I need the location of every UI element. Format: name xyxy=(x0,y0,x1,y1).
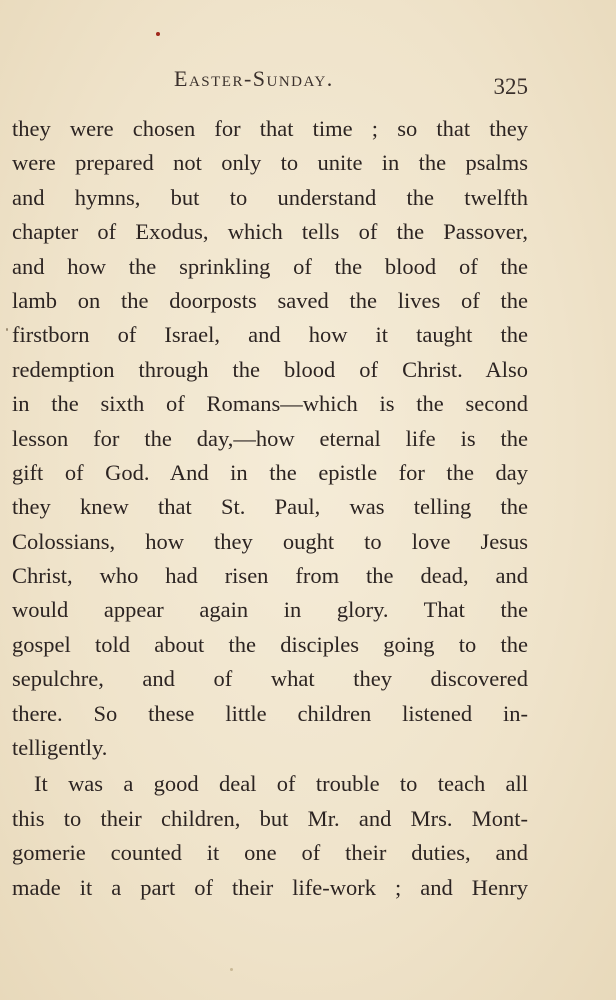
text-line: redemption through the blood of Christ. Also xyxy=(12,356,528,382)
text-line: Colossians, how they ought to love Jesus xyxy=(12,528,528,554)
red-ink-speck xyxy=(156,32,160,36)
text-line: sepulchre, and of what they discovered xyxy=(12,666,528,692)
text-line: lesson for the day,—how eternal life is the xyxy=(12,425,528,451)
text-line: were prepared not only to unite in the psalms xyxy=(12,150,528,176)
page-number: 325 xyxy=(493,74,528,99)
text-line: telligently. xyxy=(12,735,108,761)
text-line: and hymns, but to understand the twelfth xyxy=(12,184,528,210)
text-line: firstborn of Israel, and how it taught the xyxy=(12,322,528,348)
body-text xyxy=(12,112,528,905)
text-line: gospel told about the disciples going to the xyxy=(12,631,528,657)
text-line: It was a good deal of trouble to teach all xyxy=(34,771,528,797)
paragraph xyxy=(12,112,528,765)
text-line: and how the sprinkling of the blood of the xyxy=(12,253,528,279)
text-line: gift of God. And in the epistle for the day xyxy=(12,459,528,485)
text-line: Christ, who had risen from the dead, and xyxy=(12,563,528,589)
paper-speck xyxy=(6,328,8,331)
text-line: they were chosen for that time ; so that they xyxy=(12,116,528,141)
text-line: made it a part of their life-work ; and Henry xyxy=(12,874,528,900)
paper-speck xyxy=(230,968,233,971)
text-line: this to their children, but Mr. and Mrs. Mont- xyxy=(12,805,528,831)
text-line: lamb on the doorposts saved the lives of the xyxy=(12,287,528,313)
text-line: there. So these little children listened in- xyxy=(12,700,528,726)
text-line: they knew that St. Paul, was telling the xyxy=(12,494,528,520)
text-line: gomerie counted it one of their duties, and xyxy=(12,840,528,866)
text-line: chapter of Exodus, which tells of the Passover, xyxy=(12,219,528,245)
paragraph xyxy=(12,767,528,905)
text-line: in the sixth of Romans—which is the second xyxy=(12,391,528,417)
text-line: would appear again in glory. That the xyxy=(12,597,528,623)
page-header xyxy=(0,66,616,99)
running-title: Easter-Sunday. xyxy=(174,66,334,91)
